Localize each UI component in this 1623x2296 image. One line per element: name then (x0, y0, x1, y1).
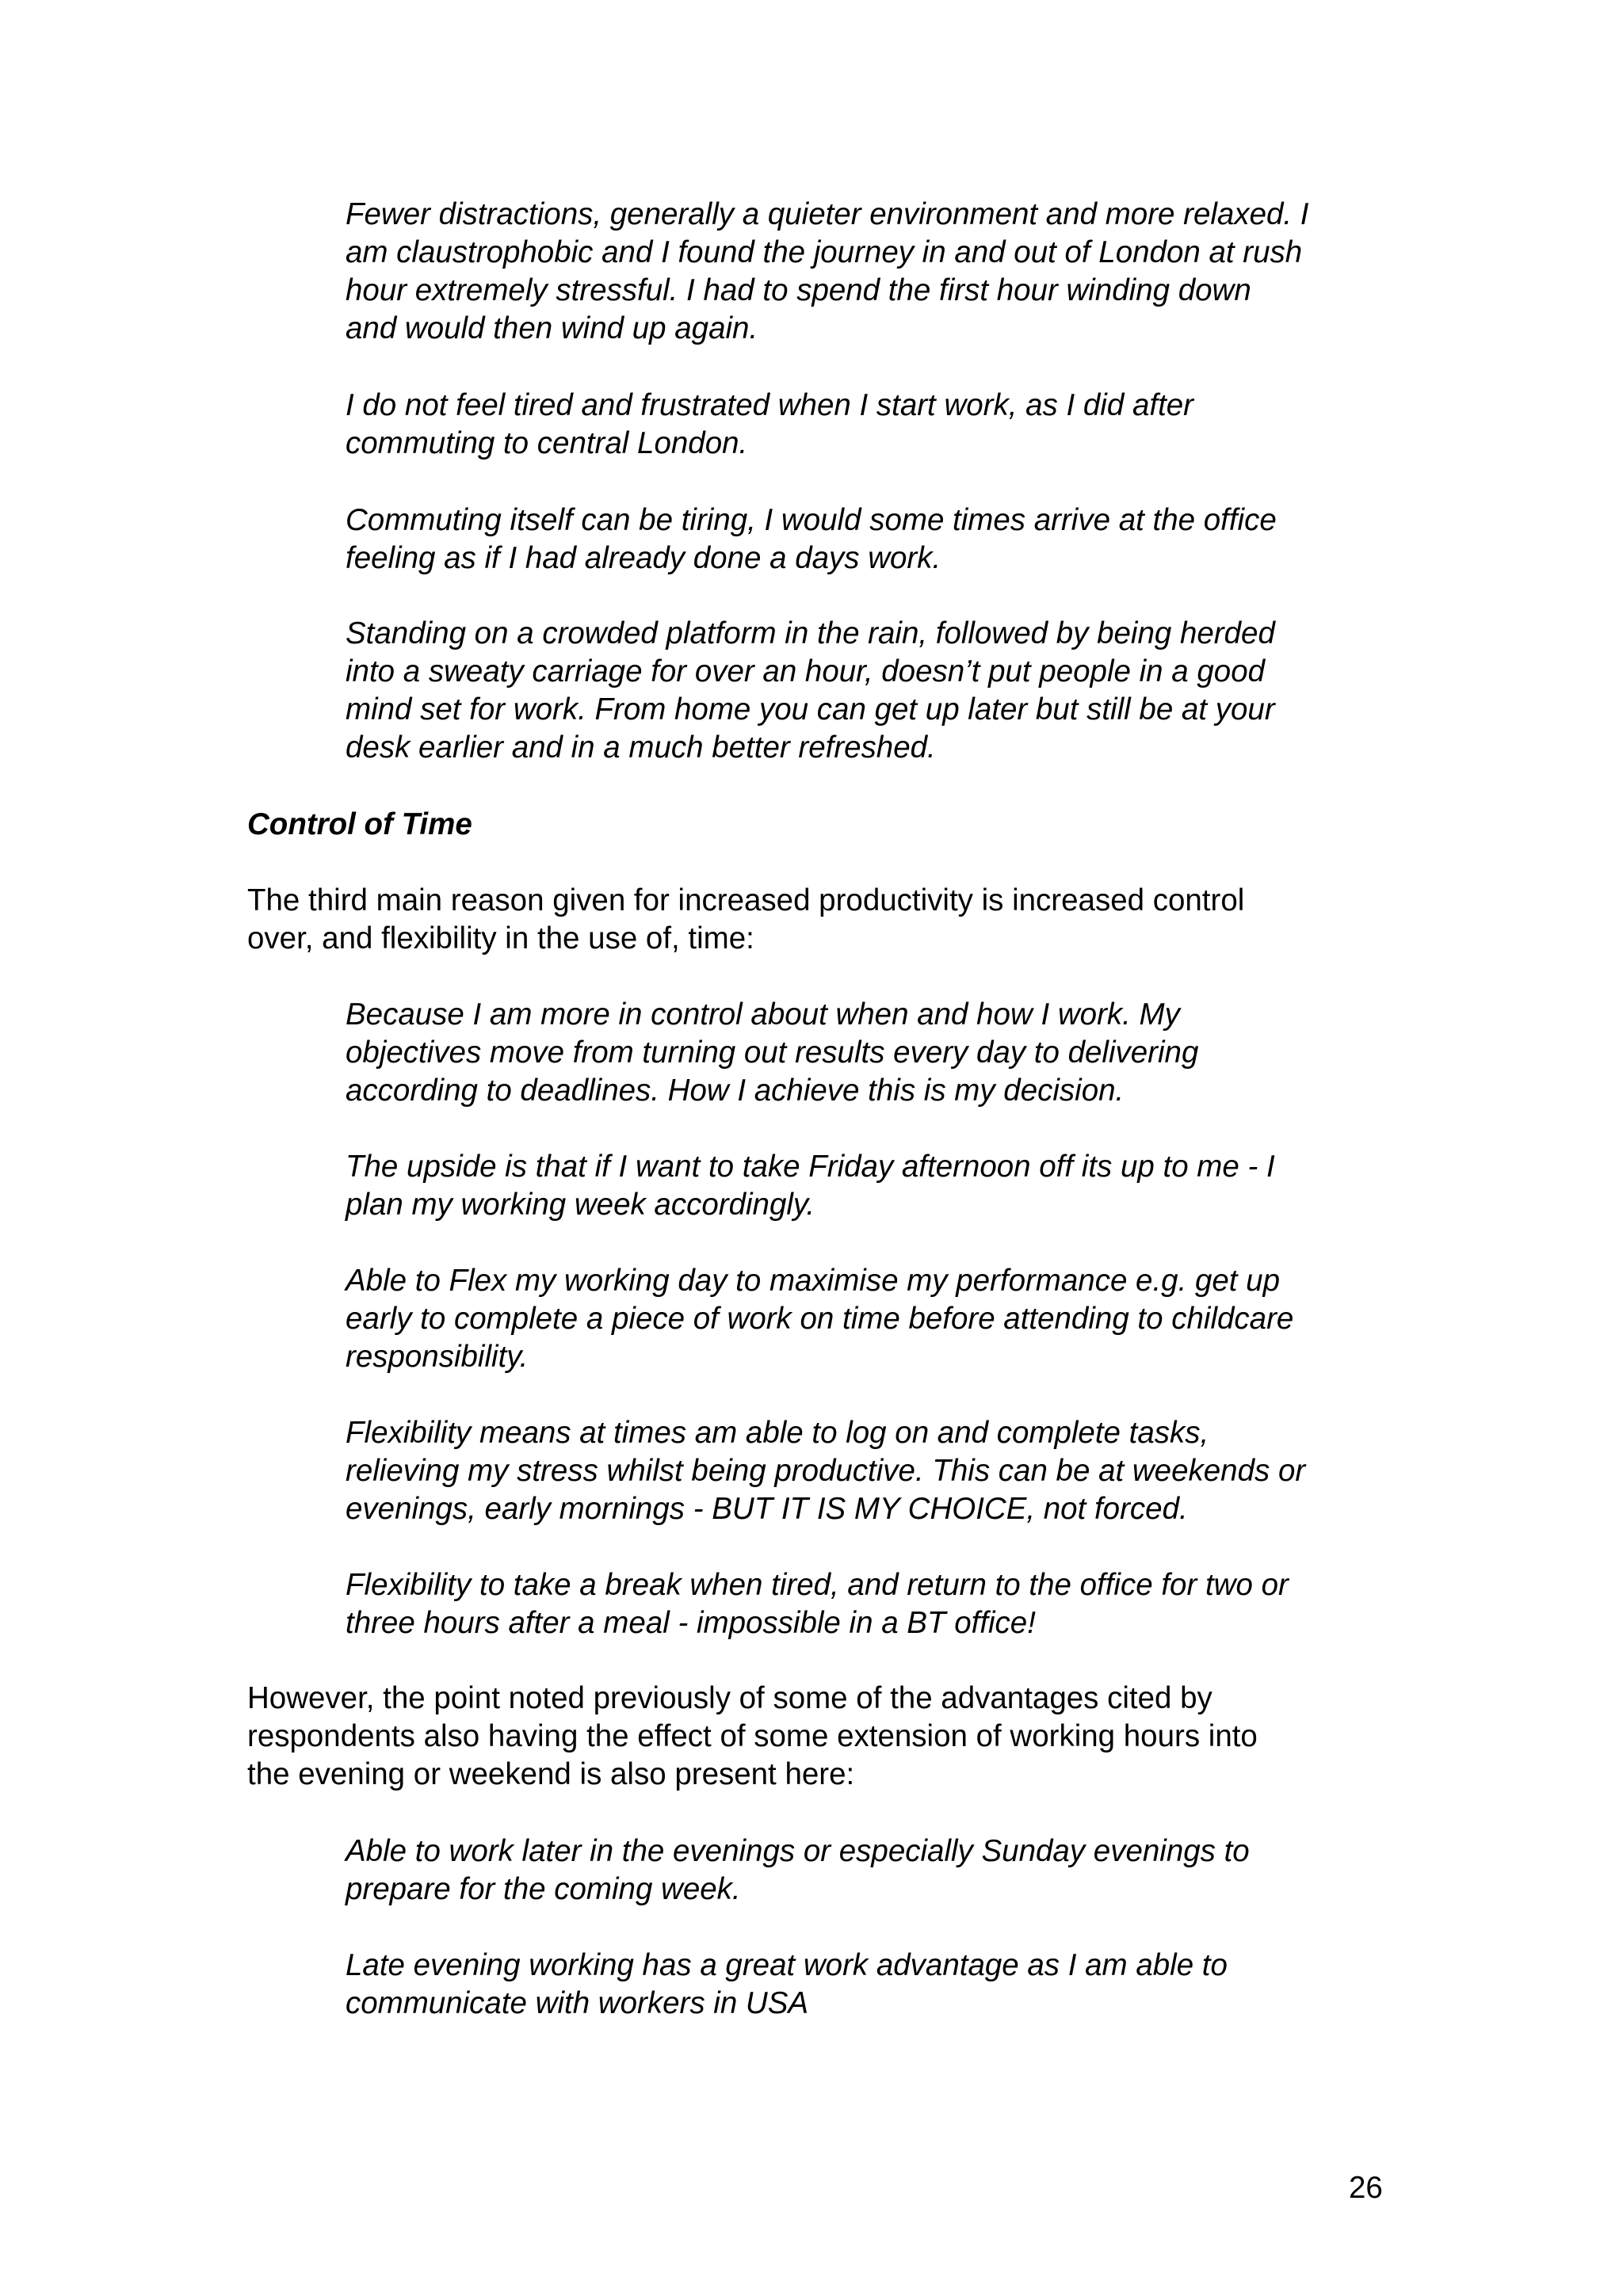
text-line: I do not feel tired and frustrated when I start work, as I did after (346, 388, 1193, 422)
text-line: over, and flexibility in the use of, time: (247, 921, 754, 955)
quote-flex-working-day (346, 1262, 1293, 1376)
quote-friday-afternoon (346, 1148, 1275, 1224)
text-line: commuting to central London. (346, 426, 748, 460)
quote-flexibility-log-on (346, 1414, 1305, 1528)
text-line: responsibility. (346, 1340, 529, 1374)
text-line: the evening or weekend is also present here: (247, 1757, 855, 1791)
quote-not-tired (346, 387, 1193, 463)
quote-fewer-distractions (346, 196, 1309, 348)
text-line: respondents also having the effect of some extension of working hours into (247, 1719, 1258, 1753)
text-line: Fewer distractions, generally a quieter environment and more relaxed. I (346, 197, 1309, 231)
heading-text: Control of Time (247, 807, 472, 841)
text-line: Able to Flex my working day to maximise my performance e.g. get up (346, 1264, 1281, 1298)
text-line: three hours after a meal - impossible in a BT office! (346, 1606, 1036, 1640)
text-line: early to complete a piece of work on time before attending to childcare (346, 1302, 1294, 1336)
text-line: desk earlier and in a much better refreshed. (346, 730, 936, 765)
quote-crowded-platform (346, 615, 1275, 767)
text-line: The third main reason given for increased productivity is increased control (247, 883, 1245, 917)
text-line: prepare for the coming week. (346, 1872, 741, 1906)
text-line: according to deadlines. How I achieve this is my decision. (346, 1074, 1125, 1108)
section-heading-control-of-time (247, 806, 472, 844)
text-line: relieving my stress whilst being productive. This can be at weekends or (346, 1454, 1306, 1488)
text-line: mind set for work. From home you can get up later but still be at your (346, 692, 1275, 727)
text-line: into a sweaty carriage for over an hour, doesn’t put people in a good (346, 654, 1266, 688)
text-line: communicate with workers in USA (346, 1986, 809, 2020)
quote-take-a-break (346, 1566, 1289, 1642)
text-line: and would then wind up again. (346, 311, 758, 345)
text-line: However, the point noted previously of some of the advantages cited by (247, 1681, 1212, 1715)
page-number: 26 (1349, 2171, 1383, 2205)
text-line: Commuting itself can be tiring, I would some times arrive at the office (346, 503, 1277, 537)
text-line: Because I am more in control about when and how I work. My (346, 997, 1180, 1032)
text-line: am claustrophobic and I found the journey in and out of London at rush (346, 235, 1303, 269)
quote-work-later-evenings (346, 1833, 1250, 1909)
quote-more-in-control (346, 996, 1198, 1110)
text-line: Flexibility to take a break when tired, and return to the office for two or (346, 1568, 1289, 1602)
text-line: Able to work later in the evenings or especially Sunday evenings to (346, 1834, 1250, 1868)
quote-late-evening-working (346, 1947, 1228, 2023)
paragraph-however-point-noted (247, 1680, 1258, 1794)
text-line: Late evening working has a great work advantage as I am able to (346, 1948, 1228, 1982)
text-line: objectives move from turning out results every day to delivering (346, 1035, 1199, 1070)
text-line: Flexibility means at times am able to log on and complete tasks, (346, 1416, 1209, 1450)
quote-commuting-tiring (346, 502, 1277, 578)
text-line: The upside is that if I want to take Friday afternoon off its up to me - I (346, 1150, 1275, 1184)
text-line: plan my working week accordingly. (346, 1188, 815, 1222)
paragraph-third-main-reason (247, 882, 1244, 958)
text-line: evenings, early mornings - BUT IT IS MY CHOICE, not forced. (346, 1492, 1188, 1526)
text-line: hour extremely stressful. I had to spend the first hour winding down (346, 273, 1251, 307)
text-line: feeling as if I had already done a days work. (346, 541, 941, 575)
text-line: Standing on a crowded platform in the rain, followed by being herded (346, 616, 1275, 650)
